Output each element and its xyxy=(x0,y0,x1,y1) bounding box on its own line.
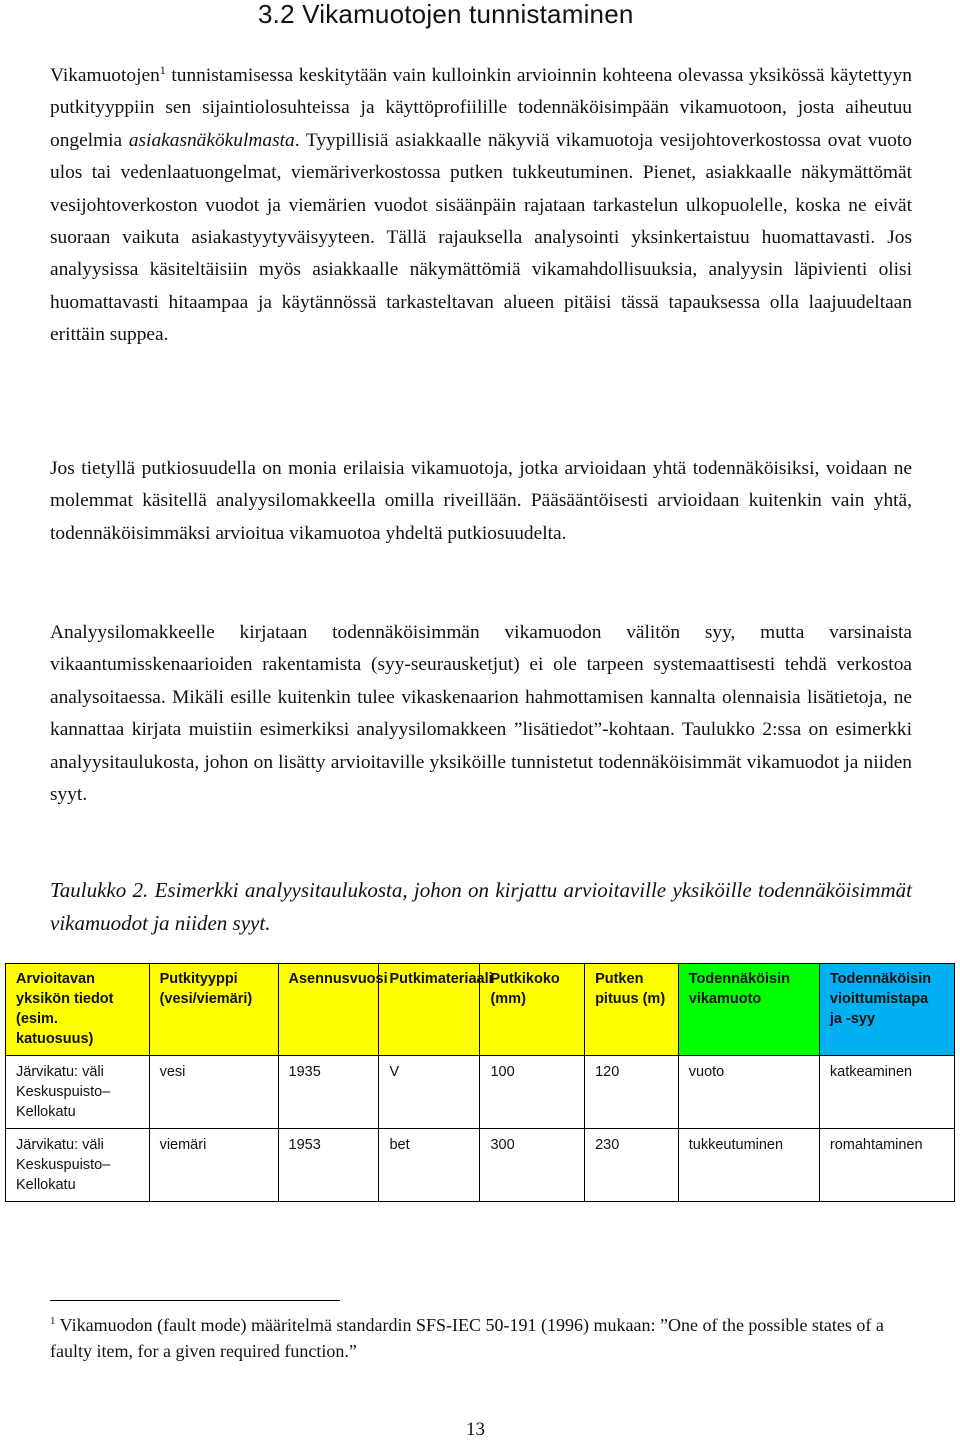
paragraph-text: tunnistamisessa keskitytään vain kulloinkin arvioinnin kohteena olevassa yksikössä käytettyyn putkityyppiin sen sijaintiolosuhteissa ja käyttöprofiilille todennäköisimpään vikamuotoon, josta aiheutuu ongelmia xyxy=(50,65,912,151)
cell-unit-info: Järvikatu: väli Keskuspuisto–Kellokatu xyxy=(6,1129,150,1202)
cell-fault-mode: vuoto xyxy=(678,1056,819,1129)
table-caption: Taulukko 2. Esimerkki analyysitaulukosta, johon on kirjattu arvioitaville yksiköille todennäköisimmät vikamuodot ja niiden syyt. xyxy=(50,878,912,935)
paragraph-emphasis: asiakasnäkökulmasta xyxy=(128,129,295,151)
cell-pipe-length: 230 xyxy=(585,1129,679,1202)
cell-failure-cause: katkeaminen xyxy=(819,1056,954,1129)
header-unit-info: Arvioitavan yksikön tiedot (esim. katuosuus) xyxy=(6,964,150,1056)
section-heading: 3.2 Vikamuotojen tunnistaminen xyxy=(258,0,634,29)
cell-pipe-type: viemäri xyxy=(149,1129,278,1202)
footnote xyxy=(50,1312,920,1364)
analysis-table xyxy=(5,963,955,1202)
footnote-reference[interactable]: 1 xyxy=(159,63,166,77)
cell-installation-year: 1953 xyxy=(278,1129,379,1202)
table-header-row xyxy=(6,964,955,1056)
cell-pipe-size: 100 xyxy=(480,1056,585,1129)
paragraph-lead: Vikamuotojen xyxy=(50,65,160,86)
paragraph-multiple-fault-modes: Jos tietyllä putkiosuudella on monia erilaisia vikamuotoja, jotka arvioidaan yhtä todennäköisiksi, voidaan ne molemmat käsitellä analyysilomakkeella omilla riveillään. Pääsääntöisesti arvioidaan kuitenkin vain yhtä, todennäköisimmäksi arvioitua vikamuotoa yhdeltä putkiosuudelta. xyxy=(50,458,912,544)
table-row xyxy=(6,1056,955,1129)
footnote-text: Vikamuodon (fault mode) määritelmä standardin SFS-IEC 50-191 (1996) mukaan: ”One of the possible states of a faulty item, for a given required function.” xyxy=(50,1315,884,1361)
page-number: 13 xyxy=(466,1419,485,1440)
footnote-separator xyxy=(50,1300,340,1301)
footnote-marker: 1 xyxy=(50,1315,56,1327)
header-pipe-material: Putkimateriaali xyxy=(379,964,480,1056)
header-likely-failure-cause: Todennäköisin vioittumistapa ja -syy xyxy=(819,964,954,1056)
cell-pipe-material: bet xyxy=(379,1129,480,1202)
cell-failure-cause: romahtaminen xyxy=(819,1129,954,1202)
cell-pipe-size: 300 xyxy=(480,1129,585,1202)
header-pipe-length: Putken pituus (m) xyxy=(585,964,679,1056)
cell-installation-year: 1935 xyxy=(278,1056,379,1129)
paragraph-text-continued: . Tyypillisiä asiakkaalle näkyviä vikamuotoja vesijohtoverkostossa ovat vuoto ulos tai vedenlaatuongelmat, viemäriverkostossa putken tukkeutuminen. Pienet, asiakkaalle näkymättömät vesijohtoverkoston vuodot ja viemärien vuodot sisäänpäin rajataan tarkastelun ulkopuolelle, koska ne eivät suoraan vaikuta asiakastyytyväisyyteen. Tällä rajauksella analysointi yksinkertaistuu huomattavasti. Jos analyysissa käsiteltäisiin myös asiakkaalle näkymättömiä vikamahdollisuuksia, analyysin läpivienti olisi huomattavasti hitaampaa ja käytännössä tarkasteltavan alueen pitäisi tässä tapauksessa olla laajuudeltaan erittäin suppea. xyxy=(50,129,912,346)
header-installation-year: Asennusvuosi xyxy=(278,964,379,1056)
cell-unit-info: Järvikatu: väli Keskuspuisto–Kellokatu xyxy=(6,1056,150,1129)
cell-fault-mode: tukkeutuminen xyxy=(678,1129,819,1202)
cell-pipe-length: 120 xyxy=(585,1056,679,1129)
header-pipe-type: Putkityyppi (vesi/viemäri) xyxy=(149,964,278,1056)
header-likely-fault-mode: Todennäköisin vikamuoto xyxy=(678,964,819,1056)
table-row xyxy=(6,1129,955,1202)
paragraph-fault-mode-identification xyxy=(50,60,912,352)
paragraph-analysis-form: Analyysilomakkeelle kirjataan todennäköisimmän vikamuodon välitön syy, mutta varsinaista vikaantumisskenaarioiden rakentamista (syy-seurausketjut) ei ole tarpeen systemaattisesti tehdä verkostoa analysoitaessa. Mikäli esille kuitenkin tulee vikaskenaarion hahmottamisen kannalta olennaisia lisätietoja, ne kannattaa kirjata muistiin esimerkiksi analyysilomakkeen ”lisätiedot”-kohtaan. Taulukko 2:ssa on esimerkki analyysitaulukosta, johon on lisätty arvioitaville yksiköille tunnistetut todennäköisimmät vikamuodot ja niiden syyt. xyxy=(50,622,912,806)
cell-pipe-material: V xyxy=(379,1056,480,1129)
cell-pipe-type: vesi xyxy=(149,1056,278,1129)
header-pipe-size: Putkikoko (mm) xyxy=(480,964,585,1056)
